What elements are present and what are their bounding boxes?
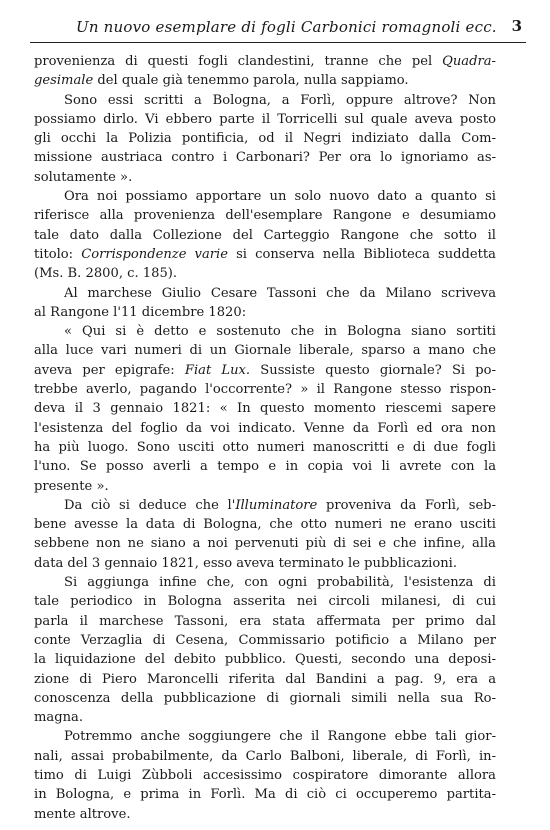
text-line: missione austriaca contro i Carbonari? Per ora lo ignoriamo as- [34,150,496,166]
text-line: provenienza di questi fogli clandestini, tranne che pel Quadra- [34,54,496,69]
paragraph [34,52,496,91]
text-line: trebbe averlo, pagando l'occorrente? » il Rangone stesso rispon- [34,382,496,398]
text-line: gesimale del quale già tenemmo parola, nulla sappiamo. [34,73,409,89]
page-number: 3 [511,17,522,35]
text-line: data del 3 gennaio 1821, esso aveva terminato le pubblicazioni. [34,555,457,571]
text-line: al Rangone l'11 dicembre 1820: [34,304,247,320]
text-line: deva il 3 gennaio 1821: « In questo momento riescemi sapere [34,401,496,417]
paragraph [34,91,496,187]
text-line: parla il marchese Tassoni, era stata affermata per primo dal [34,613,496,629]
text-line: sebbene non ne siano a noi pervenuti più di sei e che infine, alla [34,536,496,552]
text-line: conoscenza della pubblicazione di giornali simili nella sua Ro- [34,690,496,706]
text-line: Al marchese Giulio Cesare Tassoni che da Milano scriveva [64,285,496,301]
paragraph [34,573,496,727]
text-line: Si aggiunga infine che, con ogni probabilità, l'esistenza di [64,575,496,591]
text-line: (Ms. B. 2800, c. 185). [34,266,178,282]
text-line: tale dato dalla Collezione del Carteggio Rangone che sotto il [34,227,496,243]
text-line: gli occhi la Polizia pontificia, od il Negri indiziato dalla Com- [34,131,496,147]
paragraph [34,496,496,573]
paragraph [34,284,496,323]
text-line: ha più luogo. Sono usciti otto numeri manoscritti e di due fogli [34,439,496,455]
text-line: possiamo dirlo. Vi ebbero parte il Torricelli sul quale aveva posto [34,111,496,127]
text-line: nali, assai probabilmente, da Carlo Balboni, liberale, di Forlì, in- [34,748,496,764]
body-text [34,52,496,824]
text-line: Sono essi scritti a Bologna, a Forlì, oppure altrove? Non [64,92,496,108]
text-line: conte Verzaglia di Cesena, Commissario potificio a Milano per [34,632,496,648]
text-line: solutamente ». [34,169,133,185]
text-line: aveva per epigrafe: Fiat Lux. Sussiste questo giornale? Si po- [34,362,496,378]
text-line: magna. [34,710,84,726]
text-line: titolo: Corrispondenze varie si conserva nella Biblioteca suddetta [34,246,496,262]
text-line: presente ». [34,478,109,494]
paragraph [34,187,496,283]
text-line: Potremmo anche soggiungere che il Rangone ebbe tali gior- [64,729,496,745]
text-line: bene avesse la data di Bologna, che otto numeri ne erano usciti [34,517,496,533]
text-line: zione di Piero Maroncelli riferita dal Bandini a pag. 9, era a [34,671,496,687]
text-line: riferisce alla provenienza dell'esemplare Rangone e desumiamo [34,208,496,224]
running-title: Un nuovo esemplare di fogli Carbonici romagnoli ecc. [76,18,497,36]
text-line: alla luce vari numeri di un Giornale liberale, sparso a mano che [34,343,496,359]
text-line: in Bologna, e prima in Forlì. Ma di ciò ci occuperemo partita- [34,787,496,803]
text-line: mente altrove. [34,806,131,822]
text-line: « Qui si è detto e sostenuto che in Bologna siano sortiti [64,324,496,340]
text-line: Ora noi possiamo apportare un solo nuovo dato a quanto si [64,189,496,205]
running-header [30,14,526,43]
text-line: Da ciò si deduce che l'Illuminatore proveniva da Forlì, seb- [64,497,496,513]
text-line: timo di Luigi Zùbboli accesissimo cospiratore dimorante allora [34,767,496,783]
text-line: tale periodico in Bologna asserita nei circoli milanesi, di cui [34,594,496,610]
paragraph [34,727,496,823]
text-line: l'esistenza del foglio da voi indicato. Venne da Forlì ed ora non [34,420,496,436]
text-line: l'uno. Se posso averli a tempo e in copia voi li avrete con la [34,459,496,475]
text-line: la liquidazione del debito pubblico. Questi, secondo una deposi- [34,652,496,668]
paragraph [34,322,496,496]
